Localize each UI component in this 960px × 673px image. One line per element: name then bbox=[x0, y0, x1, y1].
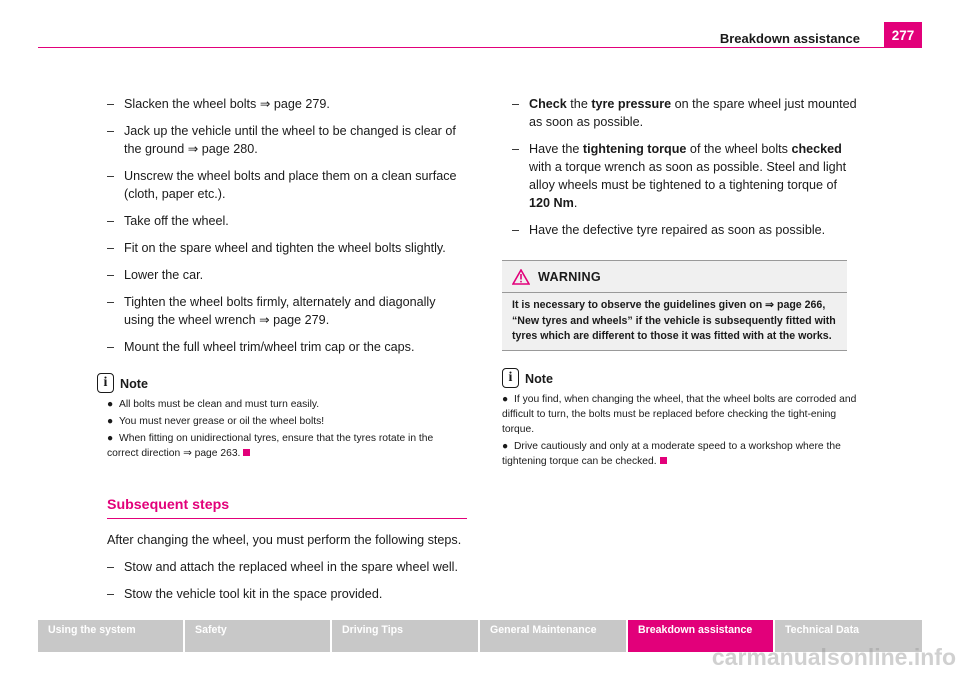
right-column bbox=[502, 95, 857, 471]
page-header-title: Breakdown assistance bbox=[719, 31, 860, 46]
step-item: – Mount the full wheel trim/wheel trim cap or the caps. bbox=[107, 340, 415, 354]
watermark: carmanualsonline.info bbox=[711, 644, 956, 670]
left-column bbox=[103, 95, 467, 612]
note-icon: i bbox=[97, 373, 114, 393]
note-icon: i bbox=[502, 368, 519, 388]
step-item: – Stow and attach the replaced wheel in the spare wheel well. bbox=[107, 560, 458, 574]
bullet-icon: ● bbox=[502, 393, 509, 405]
step-item: – Tighten the wheel bolts firmly, alternately and diagonally using the wheel wrench ⇒ page 279. bbox=[107, 295, 436, 327]
warning-box bbox=[502, 260, 847, 351]
end-of-section-icon bbox=[660, 457, 667, 464]
end-of-section-icon bbox=[243, 449, 250, 456]
step-item: – Slacken the wheel bolts ⇒ page 279. bbox=[107, 97, 330, 111]
note-item: ● If you find, when changing the wheel, that the wheel bolts are corroded and difficult to turn, the bolts must be replaced before checking the tight-ening torque. bbox=[502, 393, 857, 435]
warning-heading: WARNING bbox=[502, 261, 847, 293]
step-item: – Unscrew the wheel bolts and place them on a clean surface (cloth, paper etc.). bbox=[107, 169, 457, 201]
bullet-icon: ● bbox=[107, 399, 114, 410]
note-item: ● You must never grease or oil the wheel bolts! bbox=[107, 416, 325, 427]
bullet-icon: ● bbox=[107, 433, 114, 444]
tab-using-the-system[interactable]: Using the system bbox=[38, 620, 185, 652]
step-item: – Have the defective tyre repaired as soon as possible. bbox=[512, 223, 826, 237]
tab-general-maintenance[interactable]: General Maintenance bbox=[480, 620, 628, 652]
note-item: ● All bolts must be clean and must turn easily. bbox=[107, 399, 320, 410]
header-rule bbox=[38, 47, 884, 48]
tab-technical-data[interactable]: Technical Data bbox=[785, 624, 859, 636]
step-item: – Jack up the vehicle until the wheel to be changed is clear of the ground ⇒ page 280. bbox=[107, 124, 456, 156]
step-item: – Check the tyre pressure on the spare wheel just mounted as soon as possible. bbox=[512, 97, 857, 129]
bullet-icon: ● bbox=[502, 440, 509, 452]
step-item: – Stow the vehicle tool kit in the space provided. bbox=[107, 587, 383, 601]
section-title: Subsequent steps bbox=[107, 496, 467, 519]
note-heading: i Note bbox=[512, 368, 857, 388]
warning-triangle-icon bbox=[512, 269, 530, 285]
step-item: – Fit on the spare wheel and tighten the wheel bolts slightly. bbox=[107, 241, 446, 255]
page-number: 277 bbox=[884, 22, 922, 48]
step-item: – Take off the wheel. bbox=[107, 214, 229, 228]
tab-driving-tips[interactable]: Driving Tips bbox=[332, 620, 480, 652]
bullet-icon: ● bbox=[107, 416, 114, 427]
step-item: – Lower the car. bbox=[107, 268, 204, 282]
section-intro: After changing the wheel, you must perform the following steps. bbox=[107, 533, 462, 547]
step-item: – Have the tightening torque of the wheel bolts checked with a torque wrench as soon as possible. Steel and light alloy wheels must be tightened to a tightening torque of 120 Nm. bbox=[512, 142, 847, 210]
tab-breakdown-assistance[interactable]: Breakdown assistance bbox=[628, 620, 775, 652]
warning-text: It is necessary to observe the guidelines given on ⇒ page 266, “New tyres and wheels” if the vehicle is subsequently fitted with tyres which are different to those it was fitted with at the works. bbox=[512, 299, 836, 342]
note-item: ● Drive cautiously and only at a moderate speed to a workshop where the tightening torque can be checked. bbox=[502, 440, 841, 467]
tab-safety[interactable]: Safety bbox=[185, 620, 332, 652]
note-heading: i Note bbox=[107, 373, 467, 393]
note-item: ● When fitting on unidirectional tyres, ensure that the tyres rotate in the correct direction ⇒ page 263. bbox=[107, 433, 434, 459]
